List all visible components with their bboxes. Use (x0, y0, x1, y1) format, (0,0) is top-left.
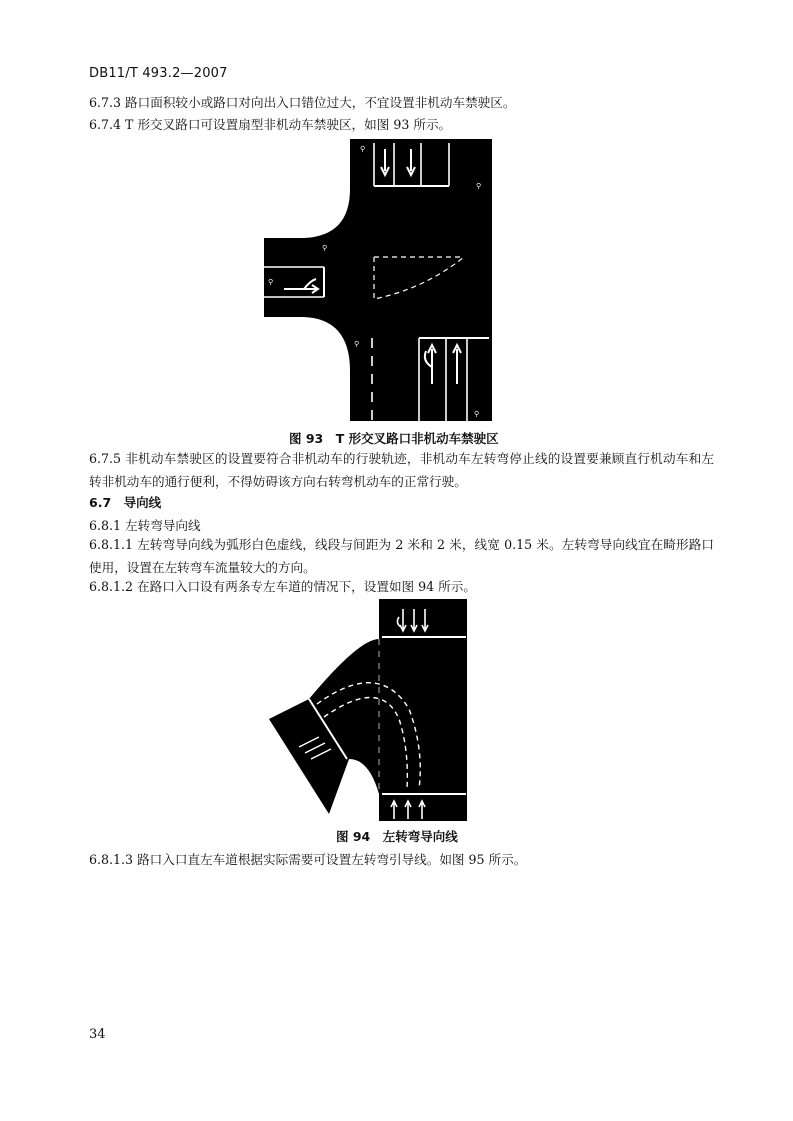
paragraph-6-7-4: 6.7.4 T 形交叉路口可设置扇型非机动车禁驶区，如图 93 所示。 (89, 117, 452, 132)
figure-93-caption: 图 93 T 形交叉路口非机动车禁驶区 (289, 431, 499, 446)
svg-text:⚲: ⚲ (322, 244, 328, 252)
paragraph-6-8-1-1: 6.8.1.1 左转弯导向线为弧形白色虚线，线段与间距为 2 米和 2 米，线宽 0.15 米。左转弯导向线宜在畸形路口使用，设置在左转弯车流量较大的方向。 (89, 537, 714, 575)
figure-94-left-turn-guide-diagram (269, 599, 467, 821)
svg-text:⚲: ⚲ (474, 410, 480, 418)
document-id-header: DB11/T 493.2—2007 (89, 66, 228, 81)
paragraph-6-8-1: 6.8.1 左转弯导向线 (89, 518, 201, 533)
figure-94-caption: 图 94 左转弯导向线 (336, 829, 458, 844)
figure-93-t-junction-diagram (264, 139, 492, 421)
paragraph-6-8-1-2: 6.8.1.2 在路口入口设有两条专左车道的情况下，设置如图 94 所示。 (89, 579, 476, 594)
paragraph-6-7-5: 6.7.5 非机动车禁驶区的设置要符合非机动车的行驶轨迹，非机动车左转弯停止线的设置要兼顾直行机动车和左转非机动车的通行便利，不得妨碍该方向右转弯机动车的正常行驶。 (89, 451, 714, 489)
paragraph-6-8-1-3: 6.8.1.3 路口入口直左车道根据实际需要可设置左转弯引导线。如图 95 所示。 (89, 852, 527, 867)
svg-text:⚲: ⚲ (360, 145, 366, 153)
section-heading-6-7: 6.7 导向线 (89, 495, 162, 510)
svg-text:⚲: ⚲ (476, 182, 482, 190)
svg-text:⚲: ⚲ (354, 340, 360, 348)
page-number: 34 (89, 1027, 106, 1042)
svg-text:⚲: ⚲ (268, 278, 274, 286)
paragraph-6-7-3: 6.7.3 路口面积较小或路口对向出入口错位过大，不宜设置非机动车禁驶区。 (89, 95, 516, 110)
